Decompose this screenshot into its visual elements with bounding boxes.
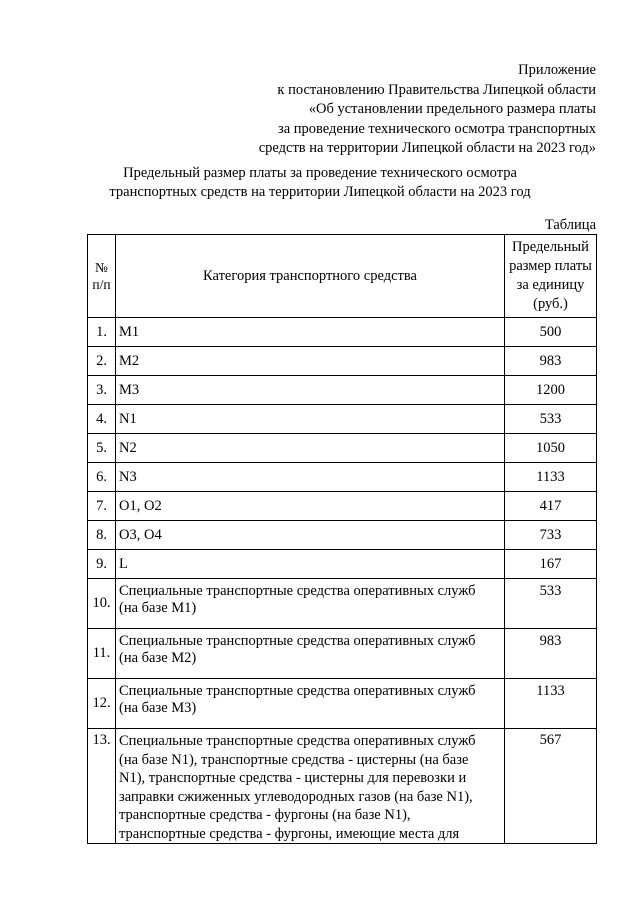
row-number: 11. (88, 629, 116, 679)
row-number: 6. (88, 463, 116, 492)
row-price: 983 (505, 629, 597, 679)
row-category-line: (на базе M2) (119, 650, 197, 666)
row-price: 567 (505, 729, 597, 844)
annex-line: Приложение (518, 62, 596, 78)
table-row (88, 347, 597, 376)
row-price: 983 (505, 347, 597, 376)
row-number: 12. (88, 679, 116, 729)
row-category-line: (на базе M1) (119, 600, 197, 616)
row-category: N2 (116, 434, 505, 463)
header-price (505, 235, 597, 318)
header-number-line1: № (95, 260, 108, 275)
annex-line: к постановлению Правительства Липецкой области (277, 81, 596, 98)
price-table (87, 234, 597, 844)
title-line-1: Предельный размер платы за проведение технического осмотра (123, 165, 517, 181)
row-price: 533 (505, 579, 597, 629)
row-category-line: (на базе N1), транспортные средства - цистерны (на базе (119, 751, 469, 768)
annex-line: средств на территории Липецкой области на 2023 год» (258, 140, 596, 156)
row-number: 1. (88, 318, 116, 347)
row-price: 1050 (505, 434, 597, 463)
header-price-line1: Предельный (512, 239, 589, 255)
header-price-line4: (руб.) (533, 296, 568, 312)
row-category (116, 679, 505, 729)
row-price: 1133 (505, 679, 597, 729)
header-number-line2: п/п (92, 277, 111, 292)
row-price: 167 (505, 550, 597, 579)
table-label: Таблица (544, 217, 596, 233)
row-price: 1133 (505, 463, 597, 492)
table-row (88, 550, 597, 579)
row-category-line: Специальные транспортные средства оперативных служб (119, 683, 476, 699)
row-price: 733 (505, 521, 597, 550)
table-row (88, 434, 597, 463)
row-number: 8. (88, 521, 116, 550)
table-row (88, 463, 597, 492)
row-category (116, 729, 505, 844)
annex-block (259, 61, 596, 159)
title-line-2: транспортных средств на территории Липецкой области на 2023 год (109, 184, 531, 200)
header-category: Категория транспортного средства (116, 235, 505, 318)
row-price: 417 (505, 492, 597, 521)
row-category: M1 (116, 318, 505, 347)
row-category-line: заправки сжиженных углеводородных газов (на базе N1), (119, 788, 473, 805)
row-category-line: (на базе M3) (119, 700, 197, 716)
table-row (88, 729, 597, 844)
table-row (88, 579, 597, 629)
row-number: 5. (88, 434, 116, 463)
table-row (88, 521, 597, 550)
table-row (88, 492, 597, 521)
table-row (88, 629, 597, 679)
header-number (88, 235, 116, 318)
row-category: N3 (116, 463, 505, 492)
row-category: M3 (116, 376, 505, 405)
row-category-line: Специальные транспортные средства оперативных служб (119, 733, 476, 749)
row-category-line: транспортные средства - фургоны (на базе N1), (119, 807, 411, 823)
row-number: 3. (88, 376, 116, 405)
table-row (88, 679, 597, 729)
row-category: L (116, 550, 505, 579)
row-category-line: транспортные средства - фургоны, имеющие места для (119, 825, 460, 842)
row-number: 2. (88, 347, 116, 376)
header-price-line3: за единицу (516, 277, 585, 293)
row-category (116, 579, 505, 629)
table-row (88, 318, 597, 347)
table-row (88, 405, 597, 434)
table-row (88, 376, 597, 405)
row-number: 13. (88, 729, 116, 844)
row-price: 533 (505, 405, 597, 434)
row-category-line: Специальные транспортные средства оперативных служб (119, 583, 476, 599)
row-category (116, 629, 505, 679)
row-number: 4. (88, 405, 116, 434)
row-category: O3, O4 (116, 521, 505, 550)
document-title (60, 164, 580, 202)
row-number: 9. (88, 550, 116, 579)
annex-line: за проведение технического осмотра транспортных (277, 120, 596, 137)
row-number: 7. (88, 492, 116, 521)
row-category: O1, O2 (116, 492, 505, 521)
table-header-row (88, 235, 597, 318)
annex-line: «Об установлении предельного размера платы (308, 101, 596, 117)
row-category-line: N1), транспортные средства - цистерны для перевозки и (119, 770, 467, 786)
header-price-line2: размер платы (509, 258, 592, 274)
row-price: 1200 (505, 376, 597, 405)
row-category: N1 (116, 405, 505, 434)
row-category-line: Специальные транспортные средства оперативных служб (119, 633, 476, 649)
row-number: 10. (88, 579, 116, 629)
row-price: 500 (505, 318, 597, 347)
row-category: M2 (116, 347, 505, 376)
